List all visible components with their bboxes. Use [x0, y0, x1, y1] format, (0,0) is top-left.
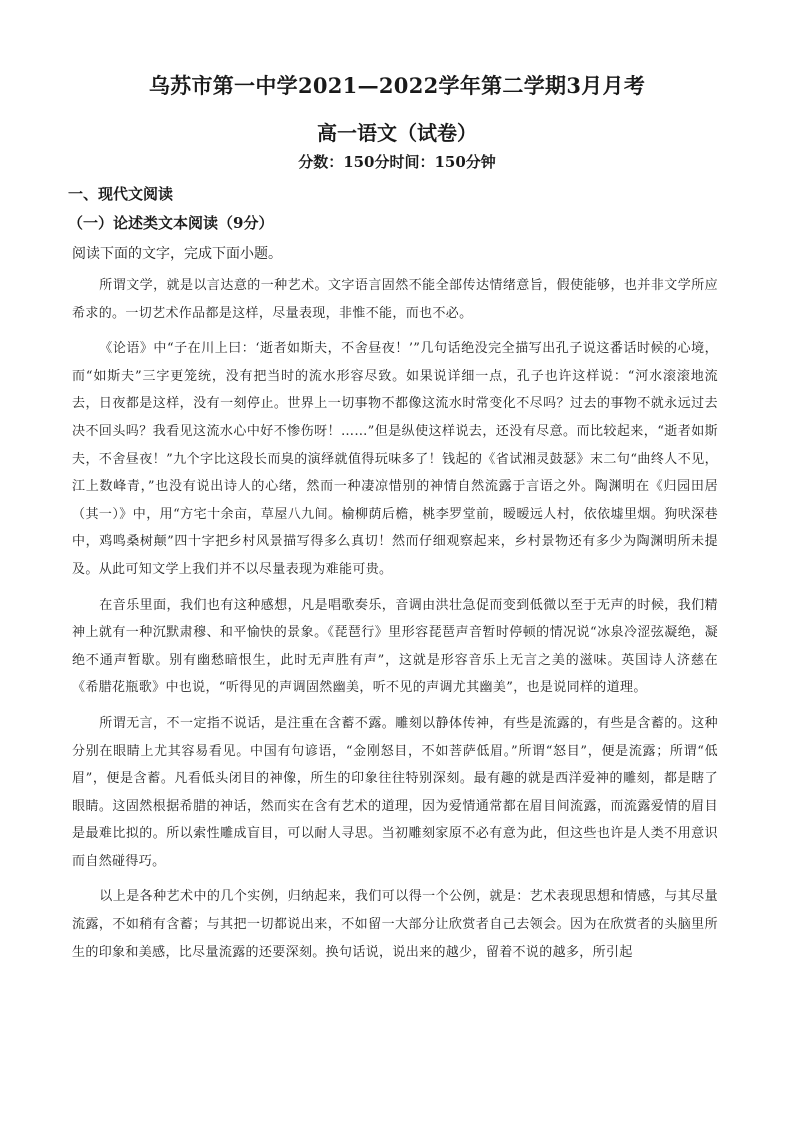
exam-subtitle: 高一语文（试卷） — [317, 121, 477, 145]
passage-paragraph: 以上是各种艺术中的几个实例，归纳起来，我们可以得一个公例，就是：艺术表现思想和情感，与其尽量流露，不如稍有含蓄；与其把一切都说出来，不如留一大部分让欣赏者自己去领会。因为在欣赏者的头脑里所生的印象和美感，比尽量流露的还要深刻。换句话说，说出来的越少，留着不说的越多，所引起 — [72, 889, 718, 960]
score-time-line: 分数：150分时间：150分钟 — [298, 153, 496, 171]
section-heading-reading: 一、现代文阅读 — [68, 185, 174, 203]
subsection-heading-argumentative: （一）论述类文本阅读（9分） — [68, 214, 274, 232]
exam-title: 乌苏市第一中学2021—2022学年第二学期3月月考 — [148, 73, 646, 98]
passage-paragraph: 所谓无言，不一定指不说话，是注重在含蓄不露。雕刻以静体传神，有些是流露的，有些是含蓄的。这种分别在眼睛上尤其容易看见。中国有句谚语，“金刚怒目，不如菩萨低眉。”所谓“怒目”，便是流露；所谓“低眉”，便是含蓄。凡看低头闭目的神像，所生的印象往往特别深刻。最有趣的就是西洋爱神的雕刻，都是瞎了眼睛。这固然根据希腊的神话，然而实在含有艺术的道理，因为爱情通常都在眉目间流露，而流露爱情的眉目是最难比拟的。所以索性雕成盲目，可以耐人寻思。当初雕刻家原不必有意为此，但这些也许是人类不用意识而自然碰得巧。 — [72, 715, 718, 869]
reading-passage — [72, 272, 718, 974]
passage-paragraph: 在音乐里面，我们也有这种感想，凡是唱歌奏乐，音调由洪壮急促而变到低微以至于无声的时候，我们精神上就有一种沉默肃穆、和平愉快的景象。《琵琶行》里形容琵琶声音暂时停顿的情况说“冰泉冷涩弦凝绝，凝绝不通声暂歇。别有幽愁暗恨生，此时无声胜有声”，这就是形容音乐上无言之美的滋味。英国诗人济慈在《希腊花瓶歌》中也说，“听得见的声调固然幽美，听不见的声调尤其幽美”，也是说同样的道理。 — [72, 597, 718, 696]
passage-paragraph: 所谓文学，就是以言达意的一种艺术。文字语言固然不能全部传达情绪意旨，假使能够，也并非文学所应希求的。一切艺术作品都是这样，尽量表现，非惟不能，而也不必。 — [72, 278, 718, 321]
reading-instruction: 阅读下面的文字，完成下面小题。 — [72, 246, 282, 262]
passage-paragraph: 《论语》中“子在川上曰：‘逝者如斯夫，不舍昼夜！’”几句话绝没完全描写出孔子说这番话时候的心境，而“如斯夫”三字更笼统，没有把当时的流水形容尽致。如果说详细一点，孔子也许这样说：“河水滚滚地流去，日夜都是这样，没有一刻停止。世界上一切事物不都像这流水时常变化不尽吗？过去的事物不就永远过去决不回头吗？我看见这流水心中好不惨伤呀！……”但是纵使这样说去，还没有尽意。而比较起来，“逝者如斯夫，不舍昼夜！”九个字比这段长而臭的演绎就值得玩味多了！钱起的《省试湘灵鼓瑟》末二句“曲终人不见，江上数峰青，”也没有说出诗人的心绪，然而一种凄凉惜别的神情自然流露于言语之外。陶渊明在《归园田居（其一）》中，用“方宅十余亩，草屋八九间。榆柳荫后檐，桃李罗堂前，暧暧远人村，依依墟里烟。狗吠深巷中，鸡鸣桑树颠”四十字把乡村风景描写得多么真切！然而仔细观察起来，乡村景物还有多少为陶渊明所未提及。从此可知文学上我们并不以尽量表现为难能可贵。 — [72, 341, 718, 577]
